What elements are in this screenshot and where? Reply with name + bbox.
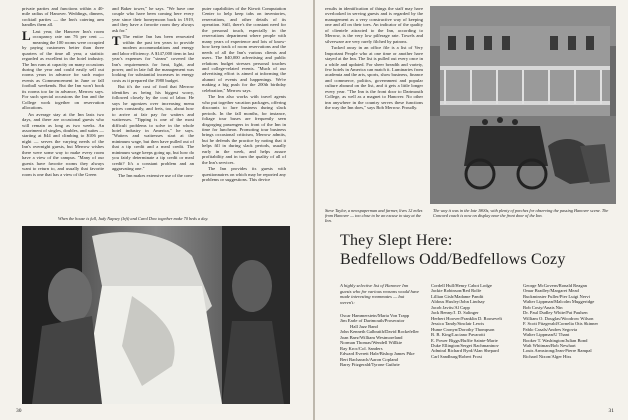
photo-caption: When the house is full, Judy Napsey (left) and Carol Dow together make 70 beds a day. [58,216,209,221]
name-pair: Hume Cronyn/Dorothy Thompson [431,326,495,332]
paragraph: The Inn provides its guests with questionnaires on which may be reported any problems or suggestions. This device [202,166,286,183]
left-page-column-1 [22,6,104,178]
name-pair: Bert Bacharach/Aaron Copland [340,356,398,362]
name-pair: F. Scott Fitzgerald/Cornelia Otis Skinner [523,321,599,327]
inn-photo-caption: The way it was in the late 1800s, with plenty of porches for observing the passing Hanover scene. The Concord coach is now on display near the front door of the Inn. [433,208,609,219]
name-pair: E. Power Biggs/Buffie Sainte-Marie [431,337,498,343]
name-pair: Carl Sandburg/Robert Frost [431,353,482,359]
paragraph: and Baker tower," he says. "We have one couple who have been coming here every year since their honeymoon back in 1919, and they have a favorite room they always ask for." [112,6,194,33]
name-pair: Pablo Casals/Andres Segovia [523,326,578,332]
paragraph: The Inn also works with travel agents who put together vacation packages, offering discounts to lure business during slack periods. In the fall months, for instance, foliage tour buses are frequently seen disgorging passengers in front of the Inn in time for luncheon. Promoting tour business brings occasional criticism, Merrow admits, but he defends the practice by noting that it helps fill in during slack periods, usually early in the week, and helps assure profitability and in turn the quality of all of the Inn's services. [202,94,286,165]
names-column-1 [340,313,432,368]
right-page [315,0,628,420]
name-pair: John Kenneth Galbraith/David Rockefeller [340,329,419,335]
historic-inn-photo [430,6,616,204]
paragraph: results in identification of things the staff may have overlooked in serving guests and is regarded by the management as a very constructive way of keeping one and all on their toes. An indicator of the quality of clientele attracted to the Inn, according to Merrow, is the very low pilferage rate. Towels and silverware are very rarely filched by patrons. [325,6,423,44]
name-pair: Duke Ellington/Sergei Rachmaninov [431,342,499,348]
name-pair: Walter Lippman/Malcolm Muggeridge [523,299,595,305]
historic-inn-illustration [430,6,616,204]
paragraph: An average stay at the Inn lasts two days, and there are occasional guests who will remain as long as two weeks. An assortment of singles, doubles, and suites — starting at $44 and climbing to $106 per night — serves the varying needs of the Inn's overnight guests, but Merrow wishes there were some way to make every room have a view of the campus. "Many of our guests have favorite rooms they always want to return to, and usually that favorite room is one that has a view of the Green [22,111,104,177]
name-pair: Jackie Robinson/Red Rolfe [431,288,482,294]
paragraph [112,34,194,83]
maids-photo [22,226,290,404]
paragraph: private parties and functions within a 40-mile radius of Hanover. Weddings, dinners, cocktail parties — the Inn's catering arm handles them all. [22,6,104,28]
maids-photo-illustration [22,226,290,404]
name-pair: Edward Everett Hale/Bishop James Pike [340,351,415,357]
names-column-2 [431,283,523,359]
paragraph [22,29,104,111]
name-pair: Ray Kroc/Col. Sanders [340,345,383,351]
name-pair: Walter Lippman/U Thant [523,332,570,338]
name-pair: Walt Whitman/Bob Newhart [523,342,576,348]
left-page-column-3 [202,6,286,184]
name-pair: Bob Costy/Anais Nin [523,304,563,310]
name-pair: Booker T. Washington/Julian Bond [523,337,588,343]
name-pair: Richard Nixon/Alger Hiss [523,353,572,359]
name-pair: Jack Benny/J. D. Salinger [431,310,479,316]
name-pair: Barry Fitzgerald/Tyrone Guthrie [340,362,400,368]
paragraph: The Inn makes extensive use of the com- [118,172,194,178]
names-column-3 [523,283,621,359]
article-heading-line-2: Bedfellows Odd/Bedfellows Cozy [340,251,566,268]
name-pair: Aldous Huxley/John Lindsay [431,299,485,305]
page-number: 30 [16,408,22,414]
name-pair: Jacob Javits/Al Capp [431,304,470,310]
name-pair: B. B. King/Luciano Pavarotti [431,332,485,338]
right-page-column-1 [325,6,423,112]
page-number: 31 [608,408,614,414]
drop-cap: L [22,27,31,43]
name-pair: George McGovern/Ronald Reagan [523,283,587,288]
name-pair: Omar Bradley/Margaret Mead [523,288,579,294]
paragraph: Tucked away in an office file is a list of Very Important People who at one time or another have stayed at the Inn. The list is pulled out every once in a while and updated. For sheer breadth and variety, few hotels in America can match it. Luminaries from academia and the arts, sports, show business, finance and commerce, politics, government and popular culture abound on the list, and it gets a little longer every year. "The Inn is the front door to Dartmouth College, as well as a magnet to Hanover. No other inn anywhere in the country serves these functions the way the Inn does," says Bob Merrow. Proudly. [325,45,423,111]
left-page-column-2 [112,6,194,179]
name-pair: Norman Thomas/Wendell Willkie [340,340,403,346]
article-heading-line-1: They Slept Here: [340,232,453,249]
paragraph-text: The entire Inn has been renovated within the past ten years to provide modern accommodations and energy and labor efficiency. A $147,000 item in last year's expenses for "steam" covered the Inn's requirements for heat, light, and power, and in late fall the management was looking for substantial increases in energy costs as it prepared the 1980 budget. [112,34,194,83]
name-pair: Cordell Hull/Henry Cabot Lodge [431,283,492,288]
name-pair: William O. Douglas/Woodrow Wilson [523,315,594,321]
name-pair: Admiral Richard Byrd/Alan Shepard [431,348,499,354]
drop-cap: T [112,33,121,49]
paragraph: puter capabilities of the Kiewit Computation Center to help keep tabs on inventories, reservations, and other details of its operation. Still, there's the constant need for the personal touch, especially in the reservations department where people with many years of experience and lots of know-how keep track of room reservations and the needs of all the Inn's various clients and users. The $40,000 advertising and public relations budget stresses personal touches and college-related events. "Much of our advertising effort is aimed at informing the alumni of events and happenings. We're making a big push for the 200th birthday celebration," Merrow says. [202,6,286,93]
name-pair: Hall Jazz Band [350,323,378,329]
paragraph: But it's the cost of food that Merrow identifies as being his biggest worry, followed closely by the cost of labor. He says he agonizes over increasing menu prices constantly, and frets, too, about how to arrive at fair pay for waiters and waitresses. "Tipping is one of the most difficult problems to solve in the whole hotel industry in America," he says. "Waiters and waitresses start at the minimum wage, but then have pulled out of that a tip credit and a meal credit. The minimum wage keeps going up, but how do you fairly determinate a tip credit or meal credit? It's a constant problem and an aggravating one." [112,84,194,172]
list-intro: A highly selective list of Hanover Inn guests who for various reasons would have made interesting roommates — but weren't: [340,283,420,305]
name-pair: Dr. Paul Dudley White/Pat Paulsen [523,310,588,316]
name-pair: Joan Baez/William Westmoreland [340,334,403,340]
left-photo-caption: Steve Taylor, a newspaperman and farmer, lives 12 miles from Hanover — too close to be an excuse to stay at the Inn. [325,208,423,224]
name-pair: Jim Earle of Dartmouth/Prosecutor [340,318,405,324]
name-pair: Buckminster Fuller/Pier Luigi Nervi [523,293,590,299]
name-pair: Oscar Hammerstein/Maria Von Trapp [340,313,410,318]
name-pair: Herbert Hoover/Franklin D. Roosevelt [431,315,502,321]
name-pair: Louis Armstrong/Jean-Pierre Rampal [523,348,592,354]
name-pair: Jessica Tandy/Sinclair Lewis [431,321,485,327]
paragraph-text: Last year, the Hanover Inn's room occupancy rate ran 76 per cent — meaning the 100 rooms were occupied by paying customers better than three quarters of the time all year, a statistic regarded as excellent in the hotel industry. The Inn runs at capacity on many occasions during the year and could easily sell out rooms years in advance for such major events as Commencement in June or fall football weekends. But the Inn won't book its rooms too far in advance, Merrow says. For such special occasions the Inn and the College work together on reservation allocations. [22,28,104,111]
name-pair: Lillian Gish/Madame Pandit [431,293,484,299]
